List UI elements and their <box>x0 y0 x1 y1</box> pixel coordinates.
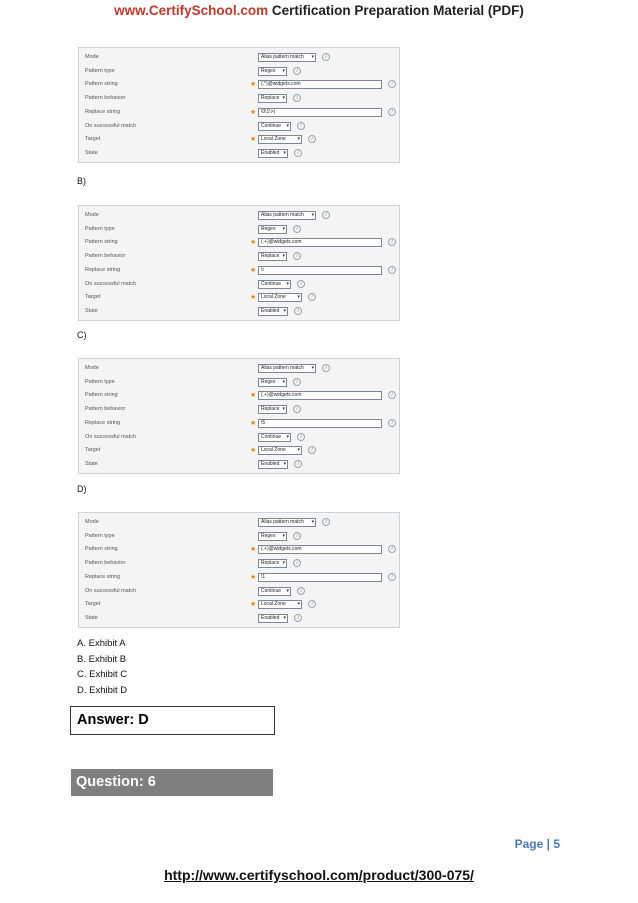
select-field[interactable] <box>258 433 291 442</box>
required-star-icon: ★ <box>250 294 257 302</box>
form-row <box>79 586 399 600</box>
chevron-down-icon: ▾ <box>282 225 285 232</box>
field-value: Alias pattern match <box>261 54 304 60</box>
form-row <box>79 292 399 306</box>
select-field[interactable] <box>258 67 287 76</box>
field-label: Target <box>85 601 101 608</box>
select-field[interactable] <box>258 53 316 62</box>
select-field[interactable] <box>258 378 287 387</box>
info-icon[interactable]: i <box>388 266 396 274</box>
form-row <box>79 599 399 613</box>
chevron-down-icon: ▾ <box>283 614 286 621</box>
form-row <box>79 558 399 572</box>
chevron-down-icon: ▾ <box>283 307 286 314</box>
select-field[interactable] <box>258 600 302 609</box>
exhibit-screenshot <box>78 358 400 474</box>
field-value: Enabled <box>261 307 280 314</box>
info-icon[interactable]: i <box>308 293 316 301</box>
option-label: B) <box>77 176 86 186</box>
required-star-icon: ★ <box>250 546 257 554</box>
select-field[interactable] <box>258 559 287 568</box>
select-field[interactable] <box>258 122 291 131</box>
choice-c: C. Exhibit C <box>77 669 128 680</box>
field-value: (.+)@widgets.com <box>261 546 302 553</box>
form-row <box>79 432 399 446</box>
info-icon[interactable]: i <box>388 80 396 88</box>
choice-d: D. Exhibit D <box>77 684 128 696</box>
field-value: Regex <box>261 532 276 539</box>
chevron-down-icon: ▾ <box>283 149 286 156</box>
field-label: State <box>85 460 98 467</box>
field-value: Regex <box>261 67 276 74</box>
field-value: (.*)@widgets.com <box>261 81 301 88</box>
info-icon[interactable]: i <box>322 518 330 526</box>
info-icon[interactable]: i <box>388 545 396 553</box>
info-icon[interactable]: i <box>294 307 302 315</box>
field-label: On successful match <box>85 122 137 129</box>
choice-b: B. Exhibit B <box>77 653 127 665</box>
text-field[interactable] <box>258 573 382 582</box>
page-header <box>0 3 638 18</box>
form-row <box>79 279 399 293</box>
field-label: On successful match <box>85 433 137 440</box>
info-icon[interactable]: i <box>308 446 316 454</box>
select-field[interactable] <box>258 532 287 541</box>
field-label: Mode <box>85 54 99 60</box>
required-star-icon: ★ <box>250 392 257 400</box>
select-field[interactable] <box>258 94 287 103</box>
chevron-down-icon: ▾ <box>282 532 285 539</box>
chevron-down-icon: ▾ <box>282 406 285 413</box>
field-value: Alias pattern match <box>261 365 304 371</box>
required-star-icon: ★ <box>250 108 257 116</box>
text-field[interactable] <box>258 545 382 554</box>
select-field[interactable] <box>258 518 316 527</box>
exhibit-screenshot <box>78 47 400 163</box>
field-value: Local Zone <box>261 136 286 143</box>
info-icon[interactable]: i <box>308 600 316 608</box>
text-field[interactable] <box>258 238 382 247</box>
required-star-icon: ★ <box>250 447 257 455</box>
field-label: State <box>85 149 98 156</box>
field-label: On successful match <box>85 587 137 594</box>
exhibit-screenshot <box>78 205 400 321</box>
info-icon[interactable]: i <box>293 225 301 233</box>
info-icon[interactable]: i <box>293 252 301 260</box>
info-icon[interactable]: i <box>293 67 301 75</box>
info-icon[interactable]: i <box>297 587 305 595</box>
info-icon[interactable]: i <box>293 94 301 102</box>
field-label: Pattern type <box>85 67 115 74</box>
field-label: Pattern string <box>85 546 118 553</box>
info-icon[interactable]: i <box>388 108 396 116</box>
field-label: Pattern type <box>85 532 115 539</box>
required-star-icon: ★ <box>250 239 257 247</box>
text-field[interactable] <box>258 419 382 428</box>
field-value: \0\1\>) <box>261 108 276 115</box>
form-row <box>79 148 399 162</box>
option-label: C) <box>77 330 87 340</box>
form-row <box>79 134 399 148</box>
chevron-down-icon: ▾ <box>311 519 314 525</box>
field-label: Target <box>85 294 101 301</box>
info-icon[interactable]: i <box>388 419 396 427</box>
exhibit-screenshot <box>78 512 400 628</box>
info-icon[interactable]: i <box>388 238 396 246</box>
text-field[interactable] <box>258 108 382 117</box>
chevron-down-icon: ▾ <box>297 447 300 454</box>
form-row <box>79 377 399 391</box>
required-star-icon: ★ <box>250 81 257 89</box>
field-label: Pattern behavior <box>85 95 126 102</box>
chevron-down-icon: ▾ <box>286 122 289 129</box>
field-value: \5 <box>261 419 266 426</box>
field-label: State <box>85 307 98 314</box>
required-star-icon: ★ <box>250 573 257 581</box>
form-row <box>79 531 399 545</box>
chevron-down-icon: ▾ <box>311 54 314 60</box>
field-value: \r <box>261 266 265 273</box>
field-value: (.+)@widgets.com <box>261 239 302 246</box>
form-row <box>79 265 399 279</box>
form-row <box>79 52 399 66</box>
form-row <box>79 237 399 251</box>
header-site-link[interactable]: www.CertifySchool.com <box>114 3 269 18</box>
field-label: On successful match <box>85 280 137 287</box>
info-icon[interactable]: i <box>322 211 330 219</box>
info-icon[interactable]: i <box>322 53 330 61</box>
field-value: Enabled <box>261 149 280 156</box>
field-label: Pattern string <box>85 239 118 246</box>
form-row <box>79 107 399 121</box>
form-row <box>79 66 399 80</box>
form-row <box>79 121 399 135</box>
chevron-down-icon: ▾ <box>282 378 285 385</box>
field-label: Pattern type <box>85 225 115 232</box>
field-value: Regex <box>261 225 276 232</box>
field-value: Replace <box>261 560 280 567</box>
text-field[interactable] <box>258 80 382 89</box>
choice-a: A. Exhibit A <box>77 638 126 649</box>
select-field[interactable] <box>258 293 302 302</box>
text-field[interactable] <box>258 266 382 275</box>
field-value: Enabled <box>261 614 280 621</box>
field-label: Pattern behavior <box>85 560 126 567</box>
chevron-down-icon: ▾ <box>282 67 285 74</box>
info-icon[interactable]: i <box>293 532 301 540</box>
field-value: (.+)@widgets.com <box>261 392 302 399</box>
field-label: Replace string <box>85 108 121 115</box>
form-row <box>79 418 399 432</box>
field-label: Replace string <box>85 573 121 580</box>
field-label: Pattern string <box>85 81 118 88</box>
field-label: Pattern behavior <box>85 253 126 260</box>
info-icon[interactable]: i <box>294 614 302 622</box>
select-field[interactable] <box>258 587 291 596</box>
field-value: \1 <box>261 573 266 580</box>
field-label: Mode <box>85 212 99 218</box>
chevron-down-icon: ▾ <box>286 280 289 287</box>
select-field[interactable] <box>258 364 316 373</box>
form-row <box>79 544 399 558</box>
info-icon[interactable]: i <box>294 149 302 157</box>
field-label: Replace string <box>85 419 121 426</box>
required-star-icon: ★ <box>250 601 257 609</box>
info-icon[interactable]: i <box>322 364 330 372</box>
field-value: Enabled <box>261 460 280 467</box>
field-value: Continue <box>261 587 282 594</box>
required-star-icon: ★ <box>250 419 257 427</box>
form-row <box>79 613 399 627</box>
chevron-down-icon: ▾ <box>297 601 300 608</box>
chevron-down-icon: ▾ <box>283 460 286 467</box>
form-row <box>79 251 399 265</box>
field-label: Mode <box>85 365 99 371</box>
chevron-down-icon: ▾ <box>286 587 289 594</box>
chevron-down-icon: ▾ <box>286 433 289 440</box>
chevron-down-icon: ▾ <box>282 253 285 260</box>
info-icon[interactable]: i <box>293 378 301 386</box>
info-icon[interactable]: i <box>294 460 302 468</box>
info-icon[interactable]: i <box>308 135 316 143</box>
field-value: Replace <box>261 95 280 102</box>
form-row <box>79 93 399 107</box>
field-value: Replace <box>261 406 280 413</box>
text-field[interactable] <box>258 391 382 400</box>
field-label: Pattern string <box>85 392 118 399</box>
required-star-icon: ★ <box>250 266 257 274</box>
info-icon[interactable]: i <box>388 391 396 399</box>
chevron-down-icon: ▾ <box>282 95 285 102</box>
chevron-down-icon: ▾ <box>297 294 300 301</box>
chevron-down-icon: ▾ <box>311 212 314 218</box>
field-label: Replace string <box>85 266 121 273</box>
chevron-down-icon: ▾ <box>311 365 314 371</box>
field-label: Target <box>85 447 101 454</box>
info-icon[interactable]: i <box>297 433 305 441</box>
chevron-down-icon: ▾ <box>282 560 285 567</box>
field-label: Target <box>85 136 101 143</box>
option-label: D) <box>77 484 87 494</box>
info-icon[interactable]: i <box>293 559 301 567</box>
field-label: Mode <box>85 519 99 525</box>
field-label: Pattern behavior <box>85 406 126 413</box>
form-row <box>79 572 399 586</box>
select-field[interactable] <box>258 446 302 455</box>
info-icon[interactable]: i <box>293 405 301 413</box>
chevron-down-icon: ▾ <box>297 136 300 143</box>
form-row <box>79 404 399 418</box>
footer-product-link[interactable]: http://www.certifyschool.com/product/300-075/ <box>164 867 474 883</box>
field-value: Local Zone <box>261 294 286 301</box>
form-row <box>79 390 399 404</box>
answer-box: Answer: D <box>70 706 275 735</box>
field-value: Alias pattern match <box>261 519 304 525</box>
field-value: Alias pattern match <box>261 212 304 218</box>
form-row <box>79 517 399 531</box>
form-row <box>79 224 399 238</box>
select-field[interactable] <box>258 460 288 469</box>
page-footer <box>0 867 638 883</box>
select-field[interactable] <box>258 149 288 158</box>
field-value: Local Zone <box>261 601 286 608</box>
info-icon[interactable]: i <box>388 573 396 581</box>
select-field[interactable] <box>258 280 291 289</box>
field-value: Local Zone <box>261 447 286 454</box>
form-row <box>79 79 399 93</box>
required-star-icon: ★ <box>250 136 257 144</box>
info-icon[interactable]: i <box>297 280 305 288</box>
question-heading: Question: 6 <box>71 769 273 796</box>
form-row <box>79 459 399 473</box>
field-value: Continue <box>261 280 282 287</box>
form-row <box>79 363 399 377</box>
select-field[interactable] <box>258 307 288 316</box>
page-number: Page | 5 <box>514 837 560 851</box>
select-field[interactable] <box>258 211 316 220</box>
select-field[interactable] <box>258 135 302 144</box>
header-title: Certification Preparation Material (PDF) <box>271 3 524 18</box>
field-label: State <box>85 614 98 621</box>
select-field[interactable] <box>258 225 287 234</box>
field-value: Regex <box>261 378 276 385</box>
form-row <box>79 210 399 224</box>
select-field[interactable] <box>258 252 287 261</box>
info-icon[interactable]: i <box>297 122 305 130</box>
field-value: Continue <box>261 433 282 440</box>
select-field[interactable] <box>258 405 287 414</box>
form-row <box>79 445 399 459</box>
answer-choices <box>77 636 127 698</box>
field-label: Pattern type <box>85 378 115 385</box>
field-value: Replace <box>261 253 280 260</box>
select-field[interactable] <box>258 614 288 623</box>
form-row <box>79 306 399 320</box>
field-value: Continue <box>261 122 282 129</box>
